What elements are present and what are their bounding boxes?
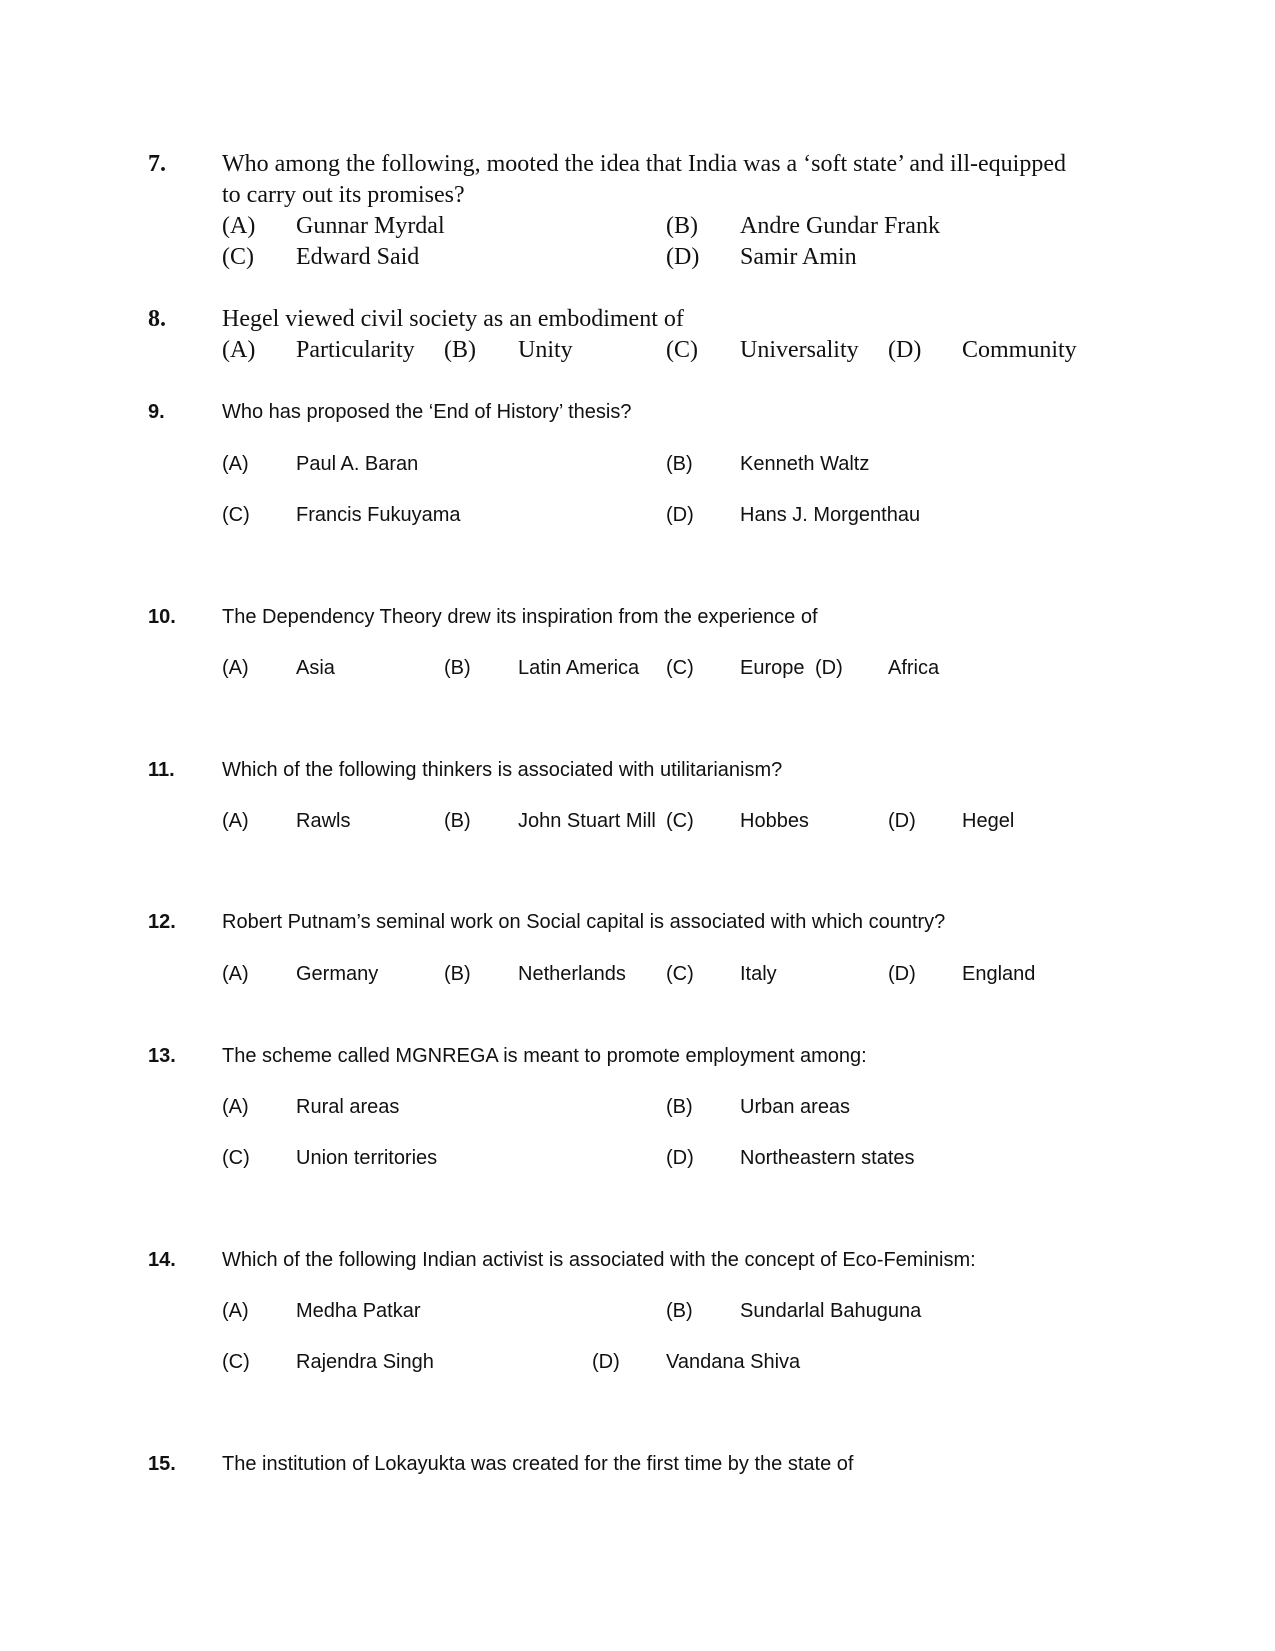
option-label: (C): [222, 1351, 250, 1373]
option-label: (D): [666, 244, 700, 270]
option-text: Universality: [740, 337, 859, 363]
option-text: Urban areas: [740, 1096, 851, 1118]
option-label: (A): [222, 963, 249, 985]
option-text: Vandana Shiva: [666, 1351, 801, 1373]
option-label: (A): [222, 1096, 249, 1118]
option-label: (C): [666, 963, 694, 985]
option-text: Rural areas: [296, 1096, 400, 1118]
option-text: Kenneth Waltz: [740, 453, 870, 475]
question-text: Which of the following thinkers is associated with utilitarianism?: [222, 759, 783, 781]
option-label: (B): [666, 1300, 693, 1322]
question-number: 9.: [148, 401, 165, 423]
question-number: 7.: [148, 151, 166, 177]
option-label: (B): [666, 1096, 693, 1118]
option-text: Sundarlal Bahuguna: [740, 1300, 922, 1322]
question-number: 8.: [148, 306, 166, 332]
option-label: (B): [444, 337, 476, 363]
option-text: Andre Gundar Frank: [740, 213, 940, 239]
option-label: (A): [222, 213, 256, 239]
option-label: (A): [222, 810, 249, 832]
option-label: (A): [222, 657, 249, 679]
question-text: The Dependency Theory drew its inspiration from the experience of: [222, 606, 818, 628]
option-text: Rawls: [296, 810, 351, 832]
option-text: Union territories: [296, 1147, 438, 1169]
option-label: (C): [222, 1147, 250, 1169]
question-number: 12.: [148, 911, 176, 933]
option-label: (D): [888, 963, 916, 985]
option-text: Hans J. Morgenthau: [740, 504, 921, 526]
option-label: (A): [222, 453, 249, 475]
question-text: The institution of Lokayukta was created for the first time by the state of: [222, 1453, 854, 1475]
option-label: (B): [666, 213, 698, 239]
option-label: (D): [888, 810, 916, 832]
option-label: (D): [815, 657, 843, 679]
question-number: 14.: [148, 1249, 176, 1271]
question-text: Hegel viewed civil society as an embodiment of: [222, 306, 684, 332]
option-text: Latin America: [518, 657, 640, 679]
option-text: Unity: [518, 337, 573, 363]
option-text: Hegel: [962, 810, 1015, 832]
question-number: 13.: [148, 1045, 176, 1067]
option-label: (C): [666, 337, 698, 363]
option-text: Rajendra Singh: [296, 1351, 434, 1373]
option-text: Asia: [296, 657, 335, 679]
option-label: (C): [666, 810, 694, 832]
option-label: (B): [444, 657, 471, 679]
option-label: (B): [444, 810, 471, 832]
option-text: John Stuart Mill: [518, 810, 656, 832]
question-number: 15.: [148, 1453, 176, 1475]
option-text: Paul A. Baran: [296, 453, 419, 475]
question-number: 10.: [148, 606, 176, 628]
option-label: (D): [666, 504, 694, 526]
question-text: Which of the following Indian activist is associated with the concept of Eco-Feminism:: [222, 1249, 976, 1271]
option-text: Northeastern states: [740, 1147, 915, 1169]
option-text: Germany: [296, 963, 379, 985]
option-label: (D): [666, 1147, 694, 1169]
question-number: 11.: [148, 759, 175, 781]
option-text: Particularity: [296, 337, 415, 363]
option-text: Medha Patkar: [296, 1300, 421, 1322]
option-text: Africa: [888, 657, 940, 679]
option-text: Europe: [740, 657, 805, 679]
option-text: Francis Fukuyama: [296, 504, 461, 526]
option-label: (D): [592, 1351, 620, 1373]
question-text: Who has proposed the ‘End of History’ thesis?: [222, 401, 632, 423]
option-text: Hobbes: [740, 810, 809, 832]
option-label: (B): [666, 453, 693, 475]
option-label: (C): [666, 657, 694, 679]
option-label: (A): [222, 1300, 249, 1322]
option-label: (C): [222, 244, 254, 270]
option-label: (D): [888, 337, 922, 363]
option-label: (B): [444, 963, 471, 985]
option-text: Community: [962, 337, 1077, 363]
option-text: Edward Said: [296, 244, 420, 270]
option-label: (A): [222, 337, 256, 363]
question-text: to carry out its promises?: [222, 182, 465, 208]
question-text: Robert Putnam’s seminal work on Social capital is associated with which country?: [222, 911, 946, 933]
option-text: Gunnar Myrdal: [296, 213, 445, 239]
option-label: (C): [222, 504, 250, 526]
option-text: Netherlands: [518, 963, 626, 985]
option-text: Italy: [740, 963, 777, 985]
option-text: England: [962, 963, 1036, 985]
question-text: The scheme called MGNREGA is meant to promote employment among:: [222, 1045, 867, 1067]
option-text: Samir Amin: [740, 244, 857, 270]
question-text: Who among the following, mooted the idea that India was a ‘soft state’ and ill-equipped: [222, 151, 1066, 177]
